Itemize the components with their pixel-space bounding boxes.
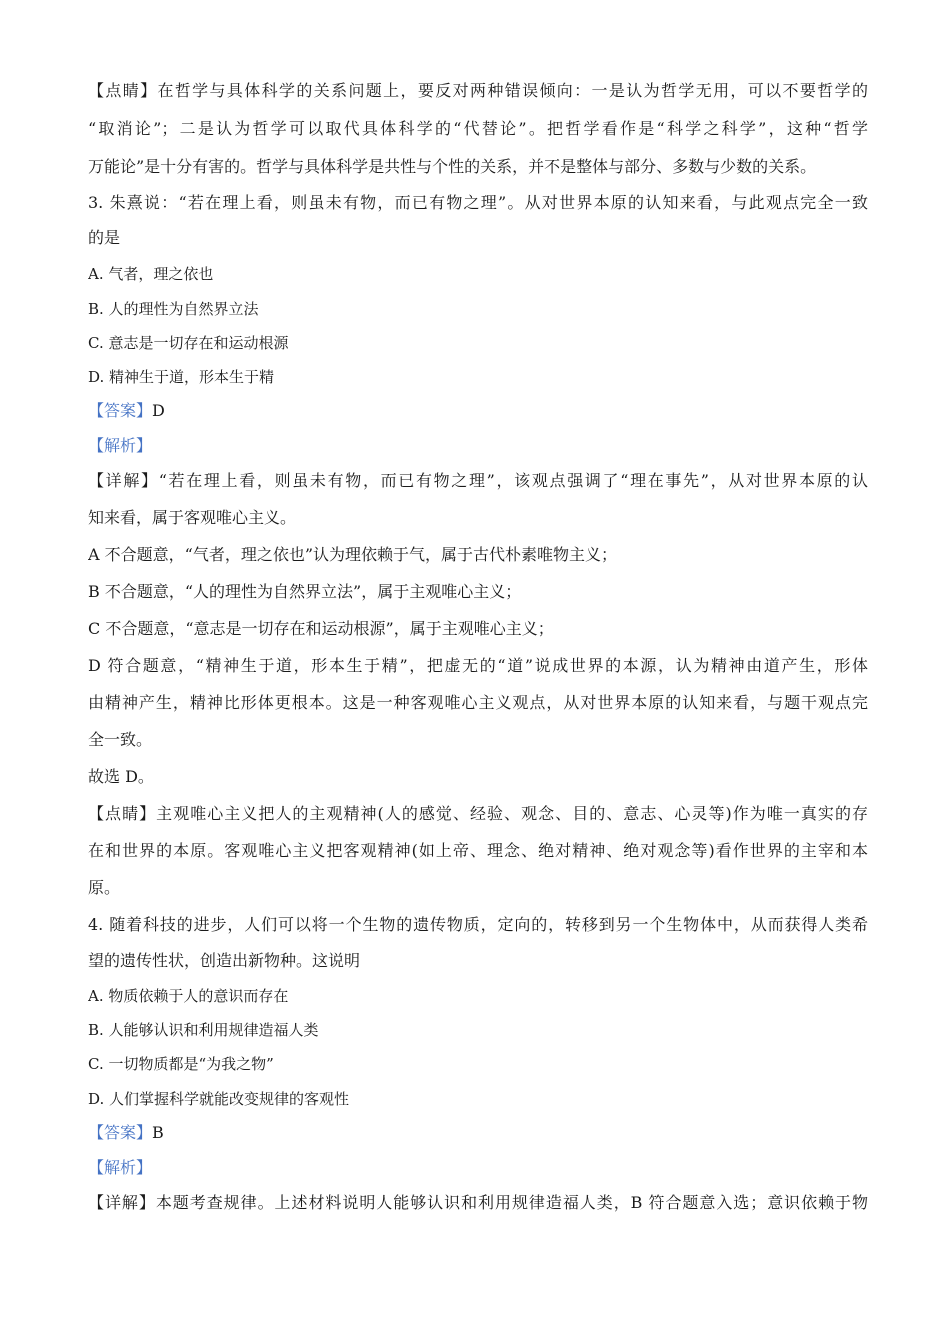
q2-point-line-1: 【点睛】在哲学与具体科学的关系问题上，要反对两种错误倾向：一是认为哲学无用，可以不要哲学的: [88, 81, 868, 100]
q4-option-c: C. 一切物质都是“为我之物”: [88, 1055, 274, 1073]
q3-stem-line-1: 3. 朱熹说：“若在理上看，则虽未有物，而已有物之理”。从对世界本原的认知来看，与此观点完全一致: [88, 193, 868, 212]
point-tag: 【点睛】: [88, 804, 157, 823]
q2-point-line-2: “取消论”；二是认为哲学可以取代具体科学的“代替论”。把哲学看作是“科学之科学”，这种“哲学: [88, 119, 868, 138]
q3-point-line-3: 原。: [88, 878, 121, 897]
q4-option-d: D. 人们掌握科学就能改变规律的客观性: [88, 1090, 350, 1108]
q3-detail-line-5: C 不合题意，“意志是一切存在和运动根源”，属于主观唯心主义；: [88, 619, 554, 638]
q4-stem-line-2: 望的遗传性状，创造出新物种。这说明: [88, 951, 361, 970]
q4-detail-line-1: 【详解】本题考查规律。上述材料说明人能够认识和利用规律造福人类，B 符合题意入选；意识依赖于物: [88, 1193, 868, 1212]
q3-detail-line-6: D 符合题意，“精神生于道，形本生于精”，把虚无的“道”说成世界的本源，认为精神由道产生，形体: [88, 656, 868, 675]
q4-option-a: A. 物质依赖于人的意识而存在: [88, 987, 289, 1005]
q3-point-line-2: 在和世界的本原。客观唯心主义把客观精神(如上帝、理念、绝对精神、绝对观念等)看作世界的主宰和本: [88, 841, 868, 860]
q3-detail-line-8: 全一致。: [88, 730, 153, 749]
q3-point-line-1: 【点睛】主观唯心主义把人的主观精神(人的感觉、经验、观念、目的、意志、心灵等)作为唯一真实的存: [88, 804, 868, 823]
q3-option-b: B. 人的理性为自然界立法: [88, 300, 259, 318]
answer-tag: 【答案】: [88, 1123, 153, 1142]
q3-option-c: C. 意志是一切存在和运动根源: [88, 334, 289, 352]
answer-tag: 【答案】: [88, 401, 153, 420]
q3-detail-line-2: 知来看，属于客观唯心主义。: [88, 508, 297, 527]
q3-option-d: D. 精神生于道，形本生于精: [88, 368, 275, 386]
detail-tag: 【详解】: [88, 1193, 156, 1212]
q3-detail-line-1: 【详解】“若在理上看，则虽未有物，而已有物之理”，该观点强调了“理在事先”，从对世界本原的认: [88, 471, 868, 490]
answer-value: B: [152, 1123, 164, 1142]
point-tag: 【点睛】: [88, 81, 158, 100]
answer-value: D: [152, 401, 165, 420]
q3-answer: [88, 400, 868, 422]
q3-analysis-tag: 【解析】: [88, 436, 153, 455]
q2-point-line-3: 万能论”是十分有害的。哲学与具体科学是共性与个性的关系，并不是整体与部分、多数与少数的关系。: [88, 157, 817, 176]
q3-detail-line-4: B 不合题意，“人的理性为自然界立法”，属于主观唯心主义；: [88, 582, 522, 601]
q3-option-a: A. 气者，理之依也: [88, 265, 214, 283]
q3-detail-line-3: A 不合题意，“气者，理之依也”认为理依赖于气，属于古代朴素唯物主义；: [88, 545, 618, 564]
detail-tag: 【详解】: [88, 471, 159, 490]
q4-answer: [88, 1122, 868, 1144]
q3-conclusion: 故选 D。: [88, 767, 154, 786]
q3-detail-line-7: 由精神产生，精神比形体更根本。这是一种客观唯心主义观点，从对世界本原的认知来看，与题干观点完: [88, 693, 868, 712]
q4-option-b: B. 人能够认识和利用规律造福人类: [88, 1021, 319, 1039]
q4-stem-line-1: 4. 随着科技的进步，人们可以将一个生物的遗传物质，定向的，转移到另一个生物体中，从而获得人类希: [88, 915, 868, 934]
q4-analysis-tag: 【解析】: [88, 1158, 153, 1177]
q3-stem-line-2: 的是: [88, 228, 121, 247]
